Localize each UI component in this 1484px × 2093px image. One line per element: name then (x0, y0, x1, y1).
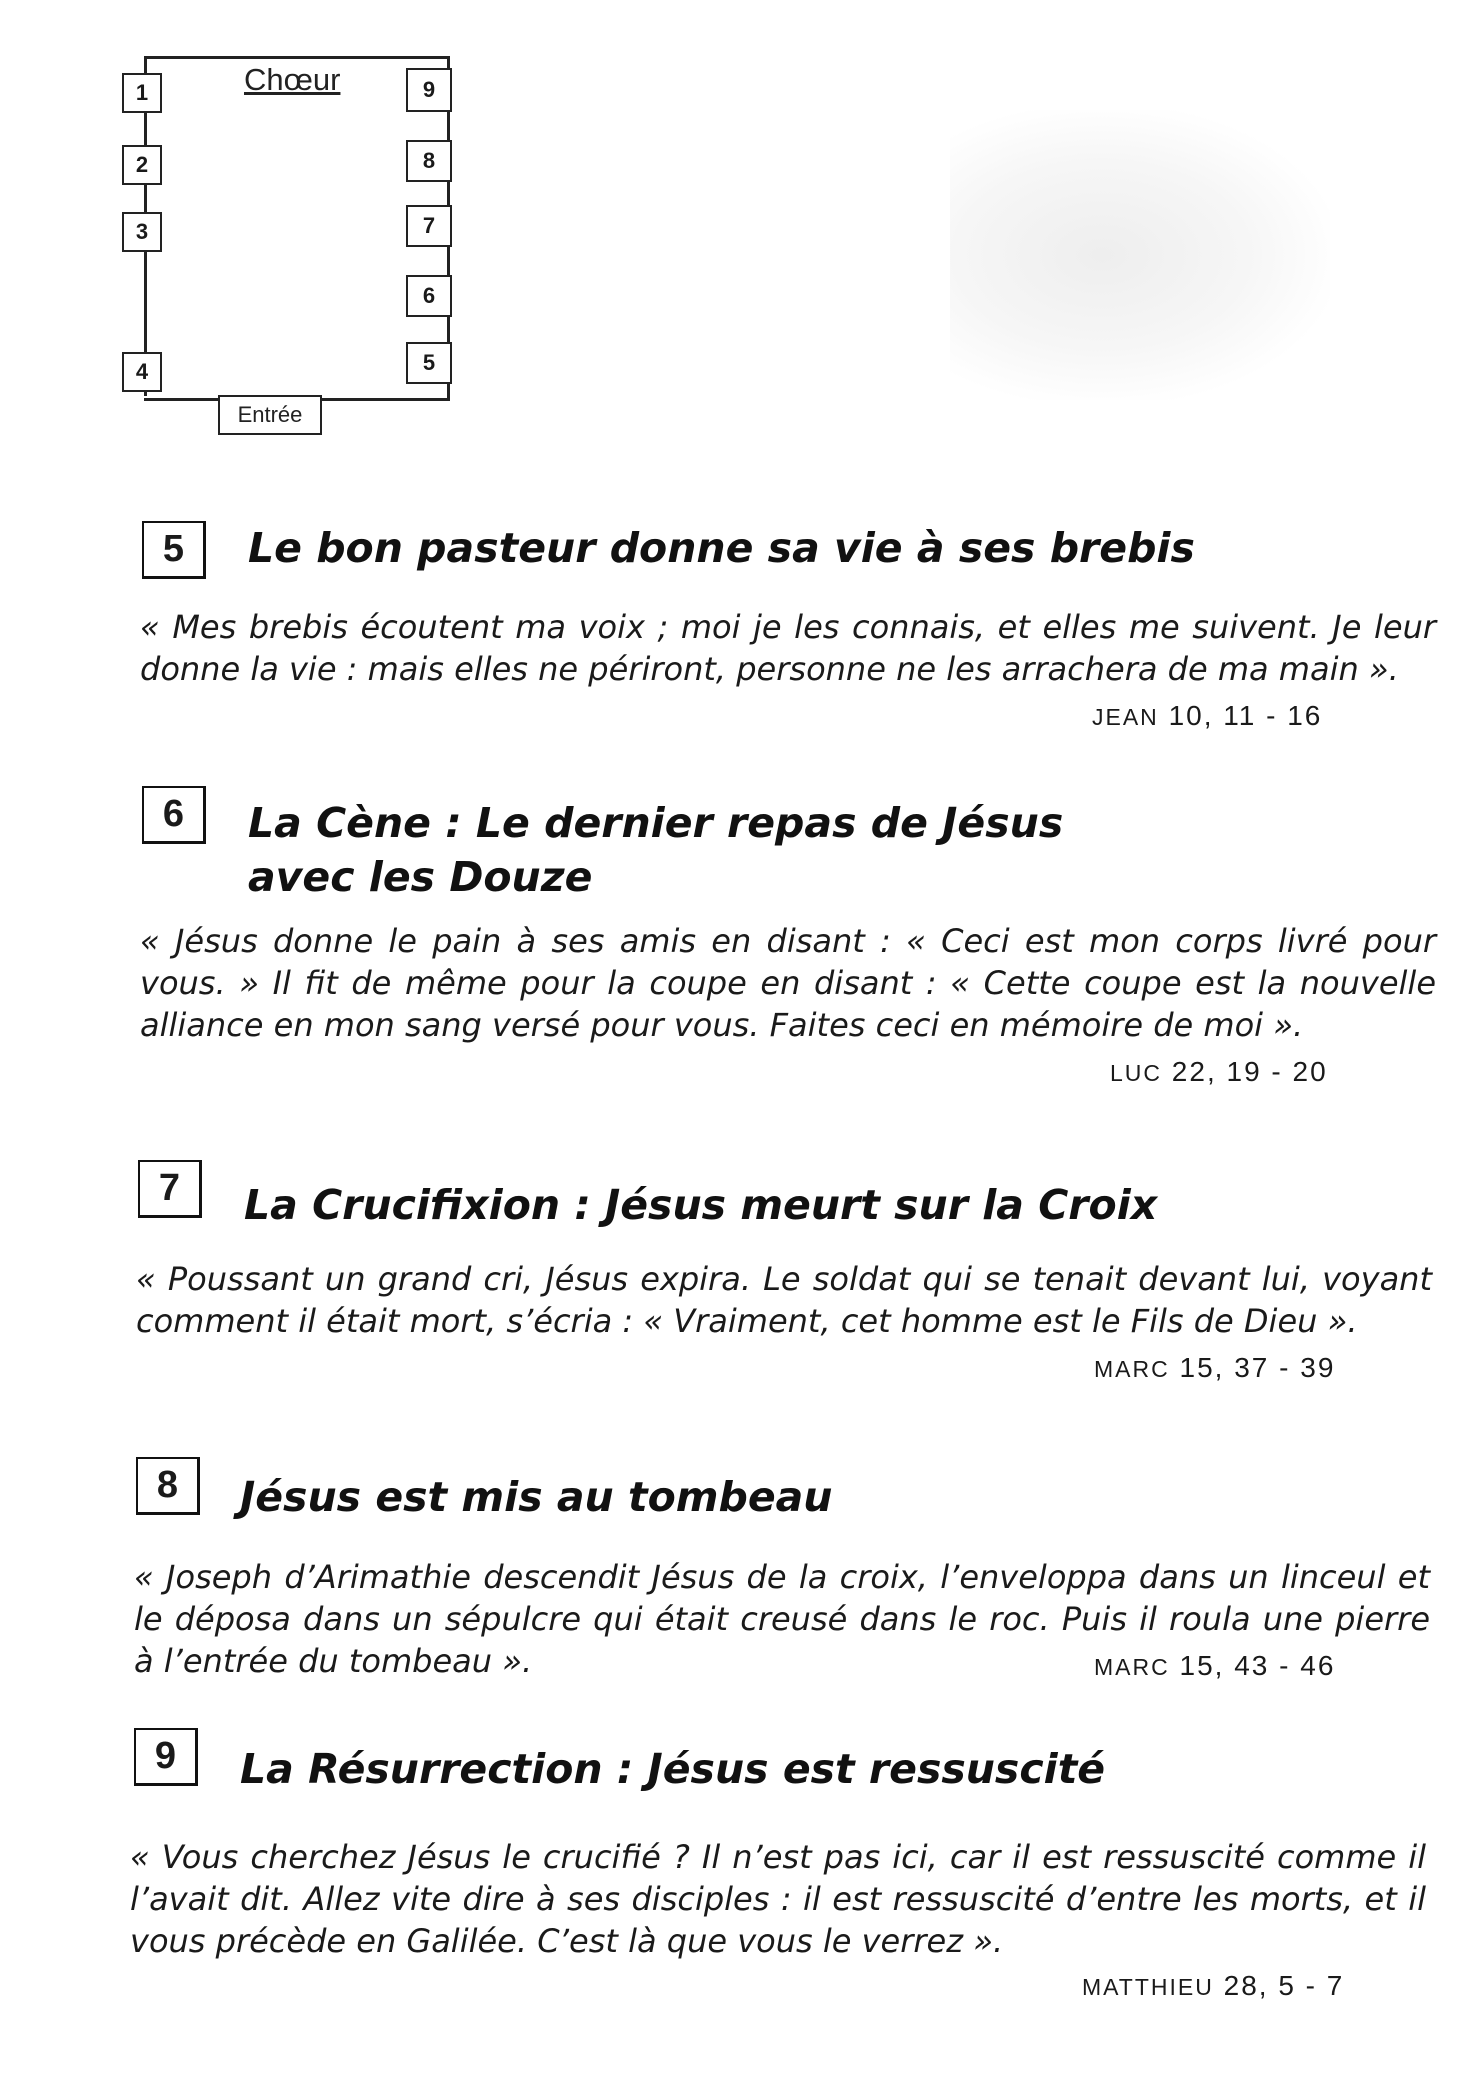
church-plan-diagram (0, 0, 520, 460)
station-title: Jésus est mis au tombeau (240, 1473, 833, 1521)
plan-station-9: 9 (406, 68, 452, 112)
reference-verse: 15, 37 - 39 (1179, 1352, 1336, 1383)
plan-station-8: 8 (406, 140, 452, 182)
station-quote: « Joseph d’Arimathie descendit Jésus de la croix, l’enveloppa dans un linceul et le déposa dans un sépulcre qui était creusé dans le roc. Puis il roula une pierre à l’entrée du tombeau ». (134, 1558, 1430, 1680)
bible-reference (1092, 700, 1322, 732)
station-title: La Crucifixion : Jésus meurt sur la Croix (244, 1181, 1158, 1229)
station-number-badge: 9 (134, 1728, 198, 1786)
station-number-badge: 7 (138, 1160, 202, 1218)
station-number-badge: 8 (136, 1457, 200, 1515)
plan-station-7: 7 (406, 205, 452, 247)
reference-book: JEAN (1092, 704, 1159, 730)
plan-station-6: 6 (406, 275, 452, 317)
reference-book: MARC (1094, 1654, 1170, 1680)
bible-reference (1094, 1650, 1335, 1682)
station-quote: « Mes brebis écoutent ma voix ; moi je les connais, et elles me suivent. Je leur donne la vie : mais elles ne périront, personne ne les arrachera de ma main ». (140, 608, 1436, 688)
plan-station-3: 3 (122, 212, 162, 252)
reference-book: MATTHIEU (1082, 1974, 1214, 2000)
station-title-line-2: avec les Douze (248, 853, 593, 901)
plan-station-2: 2 (122, 145, 162, 185)
plan-station-1: 1 (122, 73, 162, 113)
station-number-badge: 5 (142, 521, 206, 579)
station-quote: « Jésus donne le pain à ses amis en disant : « Ceci est mon corps livré pour vous. » Il fit de même pour la coupe en disant : « Cette coupe est la nouvelle alliance en mon sang versé pour vous. Faites ceci en mémoire de moi ». (140, 922, 1436, 1044)
station-title-line-1: La Cène : Le dernier repas de Jésus (248, 799, 1064, 847)
bible-reference (1082, 1970, 1344, 2002)
plan-wall-top (144, 56, 450, 59)
bible-reference (1094, 1352, 1335, 1384)
reference-verse: 28, 5 - 7 (1223, 1970, 1345, 2001)
reference-verse: 10, 11 - 16 (1168, 700, 1323, 731)
station-quote: « Vous cherchez Jésus le crucifié ? Il n’est pas ici, car il est ressuscité comme il l’avait dit. Allez vite dire à ses disciples : il est ressuscité d’entre les morts, et il vous précède en Galilée. C’est là que vous le verrez ». (130, 1838, 1426, 1960)
station-number-badge: 6 (142, 786, 206, 844)
reference-book: MARC (1094, 1356, 1170, 1382)
plan-station-4: 4 (122, 352, 162, 392)
bible-reference (1110, 1056, 1328, 1088)
entree-label: Entrée (218, 395, 322, 435)
choeur-label: Chœur (244, 62, 341, 97)
plan-station-5: 5 (406, 342, 452, 384)
reference-verse: 15, 43 - 46 (1179, 1650, 1336, 1681)
reference-verse: 22, 19 - 20 (1171, 1056, 1328, 1087)
station-quote: « Poussant un grand cri, Jésus expira. Le soldat qui se tenait devant lui, voyant comment il était mort, s’écria : « Vraiment, cet homme est le Fils de Dieu ». (136, 1260, 1432, 1340)
station-title: La Résurrection : Jésus est ressuscité (240, 1745, 1106, 1793)
reference-book: LUC (1110, 1060, 1163, 1086)
station-title: Le bon pasteur donne sa vie à ses brebis (248, 524, 1195, 572)
bleed-through-shadow (950, 110, 1330, 400)
